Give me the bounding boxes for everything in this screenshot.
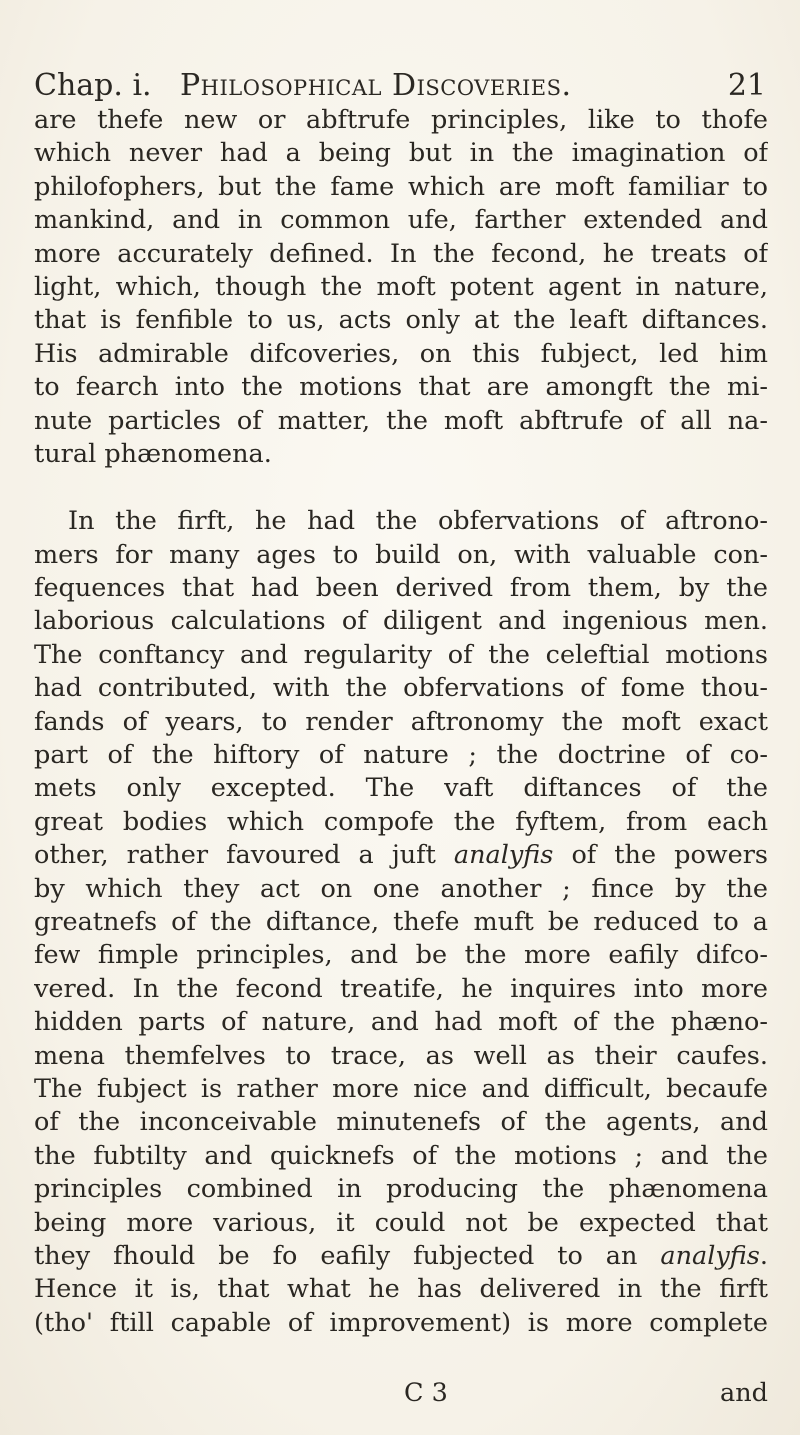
text-line: the fubtilty and quicknefs of the motions ; and the — [34, 1140, 768, 1171]
text-run: . — [759, 1240, 768, 1271]
paragraph-gap — [34, 471, 768, 505]
catchword: and — [720, 1378, 768, 1408]
body-text — [34, 104, 768, 1340]
italic-term: analyfis — [660, 1240, 760, 1271]
text-line: fequences that had been derived from them, by the — [34, 573, 768, 604]
text-line: His admirable difcoveries, on this fubject, led him — [34, 338, 768, 369]
text-line: vered. In the fecond treatife, he inquires into more — [34, 973, 768, 1004]
text-line: few fimple principles, and be the more eafily difco- — [34, 940, 768, 971]
text-line: great bodies which compofe the fyftem, from each — [34, 806, 768, 837]
text-line: principles combined in producing the phænomena — [34, 1174, 768, 1205]
text-line: which never had a being but in the imagination of — [34, 138, 768, 169]
text-line: mankind, and in common ufe, farther extended and — [34, 205, 768, 236]
text-line: philofophers, but the fame which are moft familiar to — [34, 171, 768, 202]
text-line: greatnefs of the diftance, thefe muft be reduced to a — [34, 906, 768, 937]
text-line: light, which, though the moft potent agent in nature, — [34, 271, 768, 302]
page-footer — [34, 1376, 768, 1410]
text-run: they fhould be fo eafily fubjected to an — [34, 1240, 661, 1271]
text-line: mena themfelves to trace, as well as their caufes. — [34, 1040, 768, 1071]
text-line: mers for many ages to build on, with valuable con- — [34, 539, 768, 570]
text-run: other, rather favoured a juft — [34, 840, 454, 871]
italic-term: analyfis — [453, 840, 554, 871]
text-line-analysis — [34, 839, 768, 872]
text-line: The conftancy and regularity of the celeftial motions — [34, 639, 768, 670]
text-line: more accurately defined. In the fecond, he treats of — [34, 238, 768, 269]
running-title: Philosophical Discoveries. — [180, 68, 572, 103]
text-line: tural phænomena. — [34, 438, 272, 469]
text-line: Hence it is, that what he has delivered in the firft — [34, 1274, 768, 1305]
page-number: 21 — [727, 68, 766, 103]
text-line: In the firft, he had the obfervations of aftrono- — [68, 506, 768, 537]
text-line: nute particles of matter, the moft abftrufe of all na- — [34, 405, 768, 436]
text-run: of the powers — [553, 840, 768, 871]
text-line: are thefe new or abftrufe principles, like to thofe — [34, 105, 768, 135]
text-line: The fubject is rather more nice and difficult, becaufe — [34, 1073, 768, 1104]
signature-mark: C 3 — [404, 1378, 448, 1408]
running-head — [34, 66, 766, 106]
chapter-label: Chap. i. — [34, 68, 152, 103]
text-line-analysis — [34, 1240, 768, 1273]
text-line: to fearch into the motions that are amongft the mi- — [34, 372, 768, 403]
text-line: that is fenfible to us, acts only at the leaft diftances. — [34, 305, 768, 336]
text-line: had contributed, with the obfervations of fome thou- — [34, 673, 768, 704]
text-line: hidden parts of nature, and had moft of the phæno- — [34, 1007, 768, 1038]
text-line: of the inconceivable minutenefs of the agents, and — [34, 1107, 768, 1138]
text-line: mets only excepted. The vaft diftances of the — [34, 773, 768, 804]
text-line: being more various, it could not be expected that — [34, 1207, 768, 1238]
text-line: (tho' ftill capable of improvement) is more complete — [34, 1307, 768, 1338]
text-line: by which they act on one another ; fince by the — [34, 873, 768, 904]
text-line: laborious calculations of diligent and ingenious men. — [34, 606, 768, 637]
text-line: fands of years, to render aftronomy the moft exact — [34, 706, 768, 737]
text-line: part of the hiftory of nature ; the doctrine of co- — [34, 740, 768, 771]
